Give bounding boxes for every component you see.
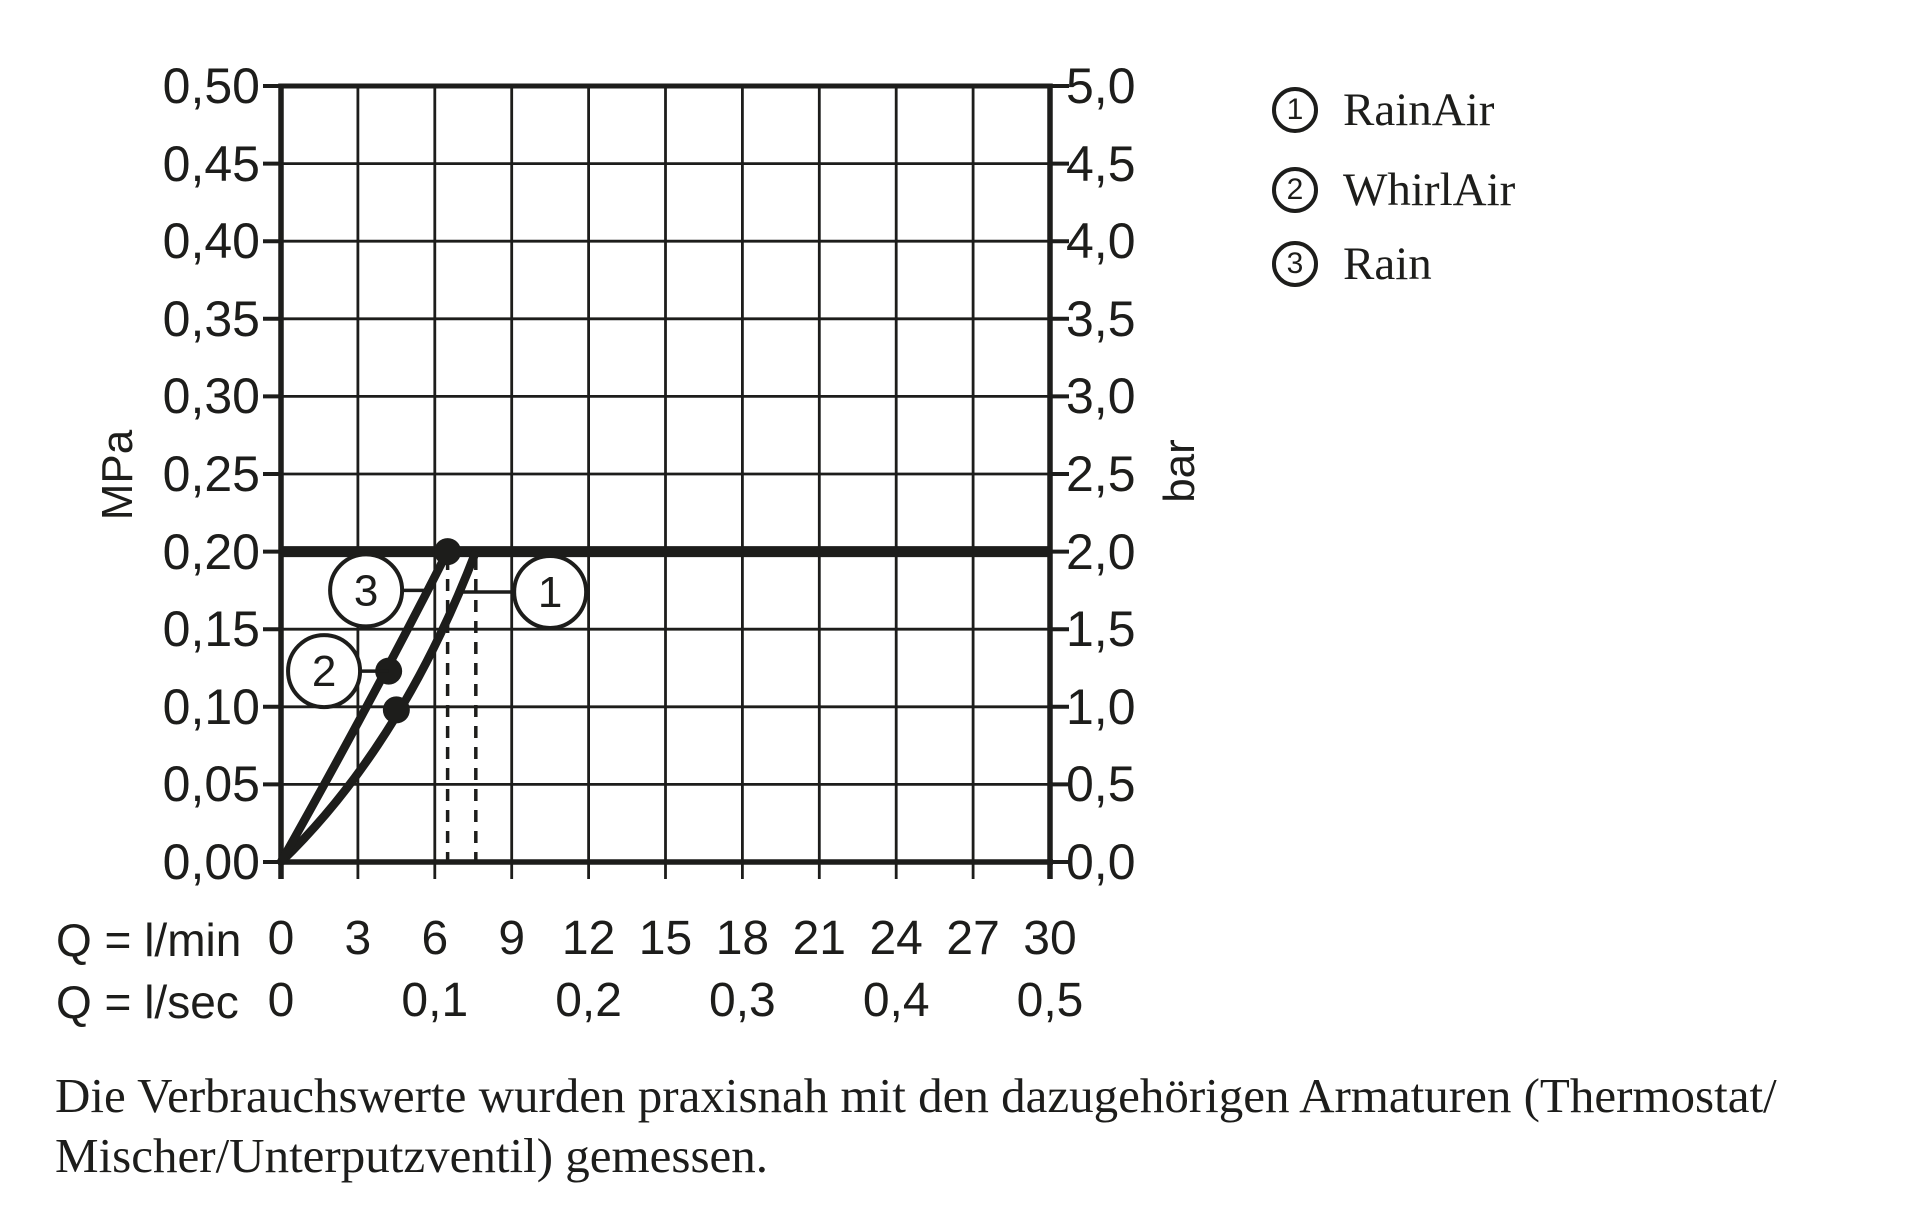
dot-rain bbox=[434, 538, 461, 565]
left-axis-unit-label: MPa bbox=[93, 429, 142, 521]
flow-lsec-tick-label: 0,4 bbox=[862, 974, 930, 1027]
left-axis-tick-label: 0,45 bbox=[162, 135, 260, 192]
legend-label-whirlair: WhirlAir bbox=[1343, 164, 1516, 216]
flow-lmin-tick-label: 0 bbox=[267, 912, 295, 965]
legend-number: 2 bbox=[1286, 173, 1304, 206]
right-axis-tick-label: 0,0 bbox=[1066, 834, 1136, 890]
flow-lsec-tick-label: 0,2 bbox=[555, 974, 622, 1027]
legend-label-rain: Rain bbox=[1343, 238, 1432, 290]
flow-lmin-tick-label: 18 bbox=[715, 912, 770, 965]
flow-lmin-tick-label: 3 bbox=[344, 912, 372, 965]
flow-lsec-tick-label: 0 bbox=[267, 974, 295, 1027]
left-axis-tick-label: 0,20 bbox=[162, 523, 260, 580]
flow-lsec-tick-label: 0,1 bbox=[401, 974, 469, 1027]
dot-rainair bbox=[383, 696, 410, 723]
right-axis-tick-label: 0,5 bbox=[1066, 756, 1136, 813]
flow-lmin-axis-label: Q = l/min bbox=[56, 914, 242, 966]
flow-lmin-tick-label: 30 bbox=[1023, 912, 1077, 965]
flow-lmin-tick-label: 24 bbox=[869, 912, 923, 965]
legend-circle-3 bbox=[1272, 241, 1318, 287]
left-axis-tick-label: 0,10 bbox=[162, 678, 260, 735]
left-axis-tick-label: 0,50 bbox=[162, 58, 260, 114]
legend-circle-1 bbox=[1272, 87, 1318, 133]
flow-lmin-tick-label: 9 bbox=[498, 912, 526, 965]
flow-lmin-tick-label: 6 bbox=[421, 912, 449, 965]
left-axis-tick-label: 0,15 bbox=[162, 601, 260, 658]
left-axis-tick-label: 0,30 bbox=[162, 368, 260, 425]
flow-lsec-tick-label: 0,5 bbox=[1016, 974, 1084, 1027]
curve-number-1: 1 bbox=[537, 567, 563, 617]
right-axis-tick-label: 1,0 bbox=[1066, 678, 1136, 735]
caption-line-2: Mischer/Unterputzventil) gemessen. bbox=[55, 1128, 769, 1183]
flow-lmin-tick-label: 15 bbox=[638, 912, 693, 965]
right-axis-tick-label: 5,0 bbox=[1066, 58, 1136, 114]
right-axis-tick-label: 1,5 bbox=[1066, 601, 1136, 658]
flow-lsec-axis-label: Q = l/sec bbox=[56, 976, 239, 1028]
left-axis-tick-label: 0,35 bbox=[162, 290, 260, 347]
legend-circle-2 bbox=[1272, 167, 1318, 213]
legend-item-whirlair bbox=[1272, 164, 1516, 216]
left-axis-tick-label: 0,00 bbox=[162, 834, 260, 890]
left-axis-tick-label: 0,40 bbox=[162, 213, 260, 270]
caption-line-1: Die Verbrauchswerte wurden praxisnah mit den dazugehörigen Armaturen (Thermostat/ bbox=[55, 1068, 1777, 1123]
right-axis-tick-label: 3,0 bbox=[1066, 368, 1136, 425]
curve-number-2: 2 bbox=[311, 647, 337, 697]
right-axis-tick-label: 2,5 bbox=[1066, 446, 1136, 502]
right-axis-tick-label: 4,5 bbox=[1066, 135, 1136, 192]
flow-lsec-tick-label: 0,3 bbox=[709, 974, 776, 1027]
legend-label-rainair: RainAir bbox=[1343, 84, 1495, 136]
legend-item-rain bbox=[1272, 238, 1432, 290]
legend-item-rainair bbox=[1272, 84, 1495, 136]
legend-number: 3 bbox=[1286, 247, 1304, 280]
curve-number-3: 3 bbox=[353, 566, 379, 616]
right-axis-unit-label: bar bbox=[1155, 439, 1204, 503]
flow-lmin-tick-label: 21 bbox=[792, 912, 846, 965]
legend-number: 1 bbox=[1286, 93, 1304, 126]
flow-lmin-tick-label: 12 bbox=[561, 912, 616, 965]
left-axis-tick-label: 0,05 bbox=[162, 756, 260, 813]
flow-lmin-tick-label: 27 bbox=[946, 912, 1000, 965]
right-axis-tick-label: 4,0 bbox=[1066, 213, 1136, 270]
right-axis-tick-label: 3,5 bbox=[1066, 290, 1136, 347]
left-axis-tick-label: 0,25 bbox=[162, 446, 260, 502]
right-axis-tick-label: 2,0 bbox=[1066, 523, 1136, 580]
